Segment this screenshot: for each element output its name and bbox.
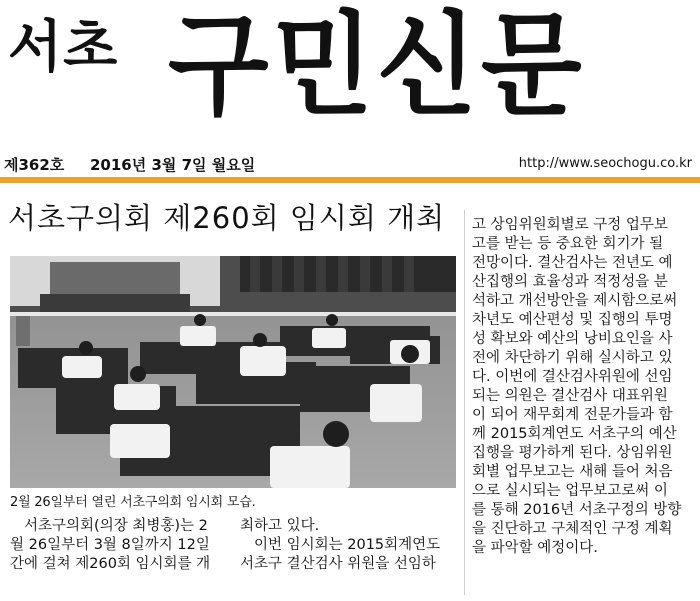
body-line: 서초구의회(의장 최병홍)는 2 — [24, 518, 208, 534]
photo-caption: 2월 26일부터 열린 서초구의회 임시회 모습. — [10, 495, 256, 510]
article-body-column-2 — [240, 517, 458, 574]
brand-name-large: 구민신문 — [168, 1, 586, 131]
brand-name-small: 서초 — [8, 15, 119, 80]
body-line: 석하고 개선방안을 제시함으로써 — [472, 293, 678, 309]
body-line: 전에 차단하기 위해 실시하고 있 — [472, 350, 673, 366]
body-line: 되는 의원은 결산검사 대표위원 — [472, 388, 668, 404]
article-headline: 서초구의회 제260회 임시회 개최 — [8, 201, 446, 235]
article-photo — [10, 256, 456, 488]
body-line: 집행을 평가하게 된다. 상임위원 — [472, 445, 673, 461]
body-line: 월 26일부터 3월 8일까지 12일 — [10, 537, 210, 553]
body-line: 전망이다. 결산검사는 전년도 예 — [472, 255, 673, 271]
body-line: 고를 받는 등 중요한 회기가 될 — [472, 236, 664, 252]
body-line: 최하고 있다. — [240, 518, 320, 534]
article-body-column-1 — [10, 517, 228, 574]
body-line: 을 파악할 예정이다. — [472, 540, 598, 556]
body-line: 고 상임위원회별로 구정 업무보 — [472, 217, 668, 233]
body-line: 다. 이번에 결산검사위원에 선임 — [472, 369, 673, 385]
body-line: 차년도 예산편성 및 집행의 투명 — [472, 312, 673, 328]
body-line: 성 확보와 예산의 낭비요인을 사 — [472, 331, 673, 347]
body-line: 서초구 결산검사 위원을 선임하 — [240, 556, 436, 572]
council-chamber-photo — [10, 256, 456, 488]
issue-line — [0, 150, 700, 176]
body-line: 회별 업무보고는 새해 들어 처음 — [472, 464, 673, 480]
body-line: 으로 실시되는 업무보고로써 이 — [472, 483, 668, 499]
body-line: 를 통해 2016년 서초구정의 방향 — [472, 502, 682, 518]
body-line: 이 되어 재무회계 전문가들과 함 — [472, 407, 673, 423]
site-url[interactable]: http://www.seochogu.co.kr — [518, 156, 692, 171]
issue-number: 제362호 — [4, 156, 65, 174]
body-line: 을 진단하고 구체적인 구정 계획 — [472, 521, 673, 537]
article-body-column-3 — [472, 216, 694, 558]
body-line: 이번 임시회는 2015회계연도 — [254, 537, 441, 553]
body-line: 간에 걸쳐 제260회 임시회를 개 — [10, 556, 211, 572]
issue-date: 2016년 3월 7일 월요일 — [90, 156, 256, 174]
header-divider — [0, 177, 700, 183]
body-line: 께 2015회계연도 서초구의 예산 — [472, 426, 677, 442]
column-divider — [464, 210, 465, 595]
body-line: 산집행의 효율성과 적정성을 분 — [472, 274, 668, 290]
masthead — [0, 0, 700, 150]
